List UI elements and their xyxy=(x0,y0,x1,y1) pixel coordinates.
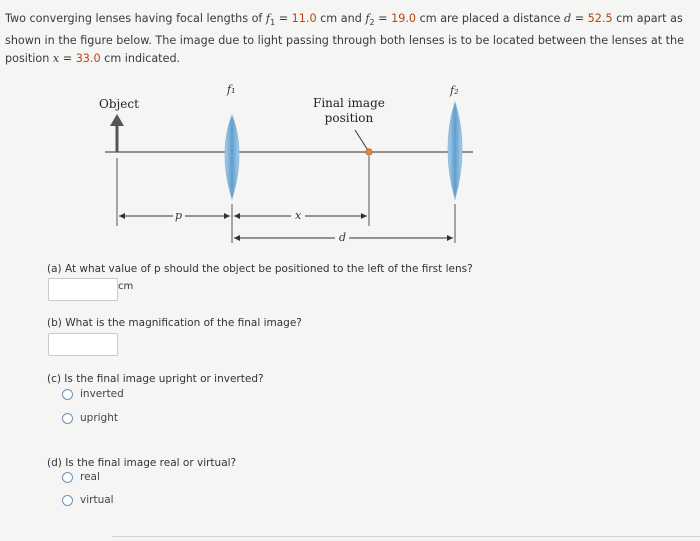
lens-diagram-svg xyxy=(95,78,485,248)
f1-label: f₁ xyxy=(227,83,236,96)
problem-text-9: cm indicated. xyxy=(100,52,181,66)
final-image-label-line2: position xyxy=(324,111,374,125)
radio-option-inverted[interactable] xyxy=(62,388,124,400)
d-symbol: d xyxy=(563,12,572,25)
question-a-text: (a) At what value of p should the object be positioned to the left of the first lens? xyxy=(47,263,473,275)
x-value: 33.0 xyxy=(75,52,101,66)
lens-1 xyxy=(225,115,239,199)
radio-button-inverted[interactable] xyxy=(62,389,73,400)
problem-statement xyxy=(5,10,695,68)
radio-option-real[interactable] xyxy=(62,471,100,483)
problem-text-8: = xyxy=(59,52,76,66)
f2-symbol: f xyxy=(365,12,370,25)
question-a-unit: cm xyxy=(118,281,134,292)
radio-label-real: real xyxy=(80,471,100,483)
final-image-label-line1: Final image xyxy=(313,96,385,110)
problem-text-2: = xyxy=(275,12,292,25)
question-a-input[interactable] xyxy=(48,278,118,301)
f2-value: 19.0 xyxy=(391,12,417,25)
f1-symbol: f xyxy=(265,12,271,25)
lens-diagram xyxy=(95,78,485,252)
question-d-text: (d) Is the final image real or virtual? xyxy=(47,457,237,469)
radio-option-upright[interactable] xyxy=(62,412,118,424)
x-symbol: x xyxy=(52,52,60,66)
image-pointer-line xyxy=(355,130,369,152)
lens-2 xyxy=(448,102,462,199)
problem-text-1: Two converging lenses having focal lengths of xyxy=(5,12,266,25)
f1-subscript: 1 xyxy=(270,18,276,28)
d-value: 52.5 xyxy=(587,12,613,25)
radio-label-inverted: inverted xyxy=(80,388,124,400)
problem-text-6: = xyxy=(571,12,588,25)
final-image-point xyxy=(366,149,372,155)
radio-label-virtual: virtual xyxy=(80,494,114,506)
object-label: Object xyxy=(99,97,139,111)
f2-label: f₂ xyxy=(450,84,459,97)
bottom-divider xyxy=(112,536,700,537)
problem-text-3: cm and xyxy=(316,12,366,25)
object-arrowhead xyxy=(110,114,124,126)
radio-option-virtual[interactable] xyxy=(62,494,114,506)
p-label: p xyxy=(175,209,183,222)
radio-button-upright[interactable] xyxy=(62,413,73,424)
question-b-input[interactable] xyxy=(48,333,118,356)
f2-subscript: 2 xyxy=(369,18,375,28)
problem-text-7: cm apart as shown in the figure below. The image due to light passing through both lenses is to be located between the lenses at the position xyxy=(5,12,685,66)
problem-text-4: = xyxy=(374,12,392,25)
question-c-text: (c) Is the final image upright or inverted? xyxy=(47,373,264,385)
radio-button-real[interactable] xyxy=(62,472,73,483)
problem-text-5: cm are placed a distance xyxy=(416,12,564,25)
f1-value: 11.0 xyxy=(291,12,317,25)
radio-label-upright: upright xyxy=(80,412,118,424)
radio-button-virtual[interactable] xyxy=(62,495,73,506)
question-b-text: (b) What is the magnification of the final image? xyxy=(47,317,302,329)
d-label: d xyxy=(339,231,347,244)
x-label: x xyxy=(295,209,302,222)
final-image-label xyxy=(313,96,385,126)
